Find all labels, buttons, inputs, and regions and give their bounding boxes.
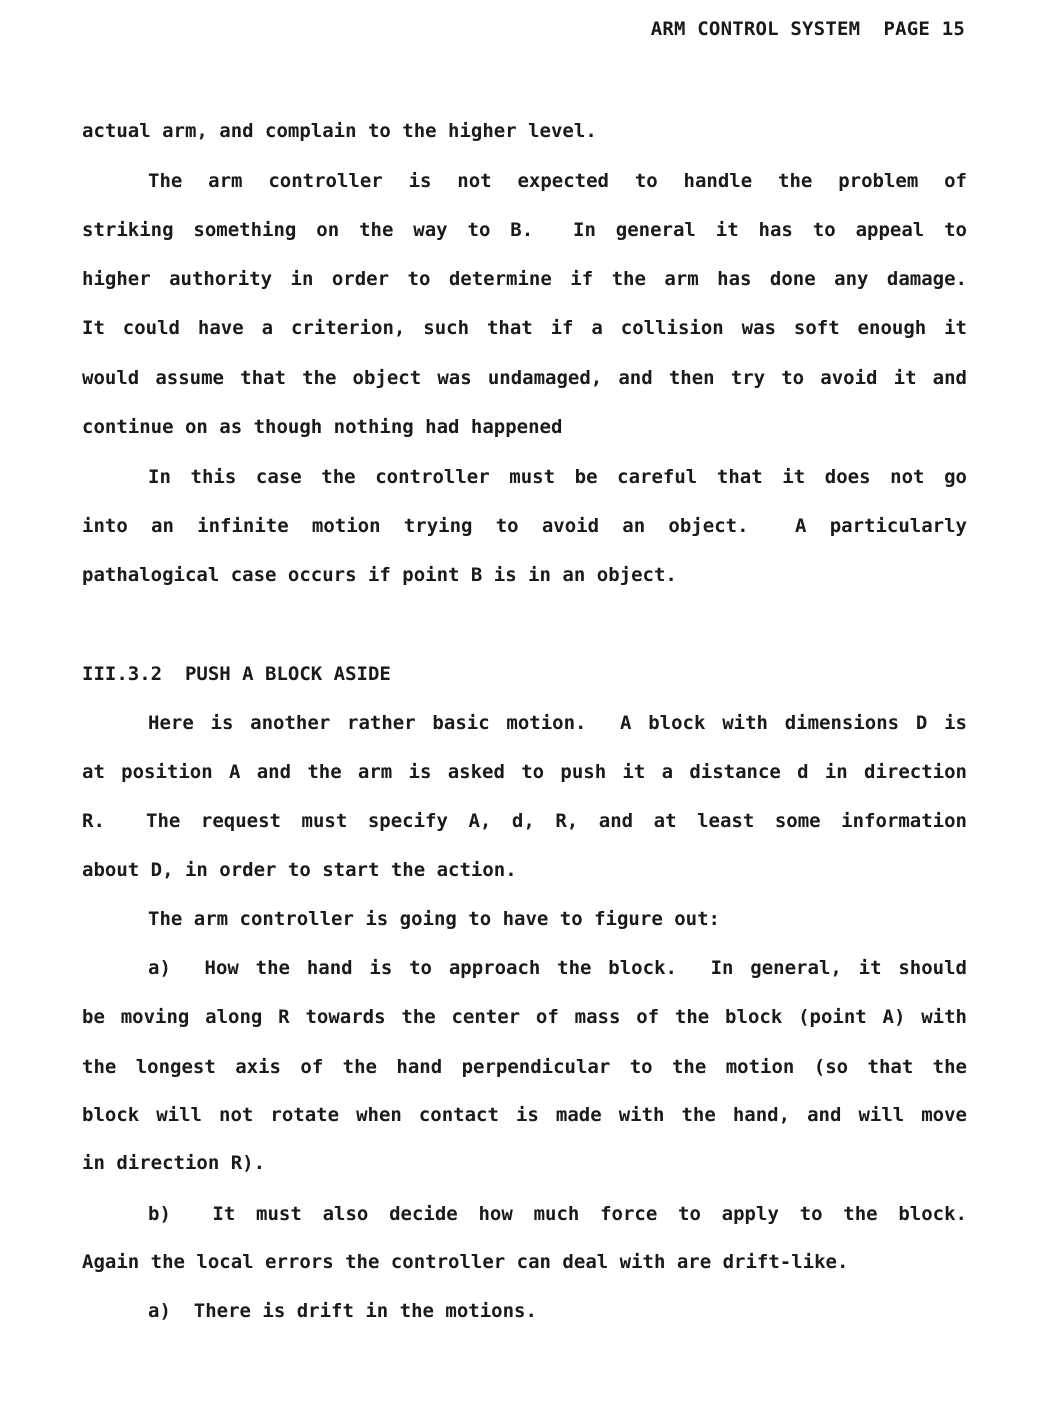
text-line: striking something on the way to B. In general it has to appeal to	[82, 219, 967, 241]
text-line: actual arm, and complain to the higher level.	[82, 120, 597, 142]
text-line: continue on as though nothing had happened	[82, 416, 563, 438]
text-line: b) It must also decide how much force to apply to the block.	[148, 1203, 967, 1225]
text-line: would assume that the object was undamaged, and then try to avoid it and	[82, 367, 967, 389]
text-line: the longest axis of the hand perpendicular to the motion (so that the	[82, 1056, 967, 1078]
text-line: at position A and the arm is asked to push it a distance d in direction	[82, 761, 967, 783]
section-heading: III.3.2 PUSH A BLOCK ASIDE	[82, 663, 391, 685]
running-header: ARM CONTROL SYSTEM PAGE 15	[650, 18, 965, 40]
text-line: Again the local errors the controller can deal with are drift-like.	[82, 1251, 849, 1273]
text-line: The arm controller is going to have to figure out:	[148, 908, 720, 930]
text-line: a) There is drift in the motions.	[148, 1300, 537, 1322]
text-line: It could have a criterion, such that if a collision was soft enough it	[82, 317, 967, 339]
text-line: R. The request must specify A, d, R, and at least some information	[82, 810, 967, 832]
text-line: block will not rotate when contact is made with the hand, and will move	[82, 1104, 967, 1126]
text-line: in direction R).	[82, 1152, 266, 1174]
text-line: into an infinite motion trying to avoid an object. A particularly	[82, 515, 967, 537]
text-line: In this case the controller must be careful that it does not go	[148, 466, 967, 488]
text-line: Here is another rather basic motion. A block with dimensions D is	[148, 712, 967, 734]
text-line: be moving along R towards the center of mass of the block (point A) with	[82, 1006, 967, 1028]
text-line: about D, in order to start the action.	[82, 859, 517, 881]
text-line: a) How the hand is to approach the block. In general, it should	[148, 957, 967, 979]
text-line: higher authority in order to determine if the arm has done any damage.	[82, 268, 967, 290]
text-line: pathalogical case occurs if point B is in an object.	[82, 564, 677, 586]
text-line: The arm controller is not expected to handle the problem of	[148, 170, 967, 192]
